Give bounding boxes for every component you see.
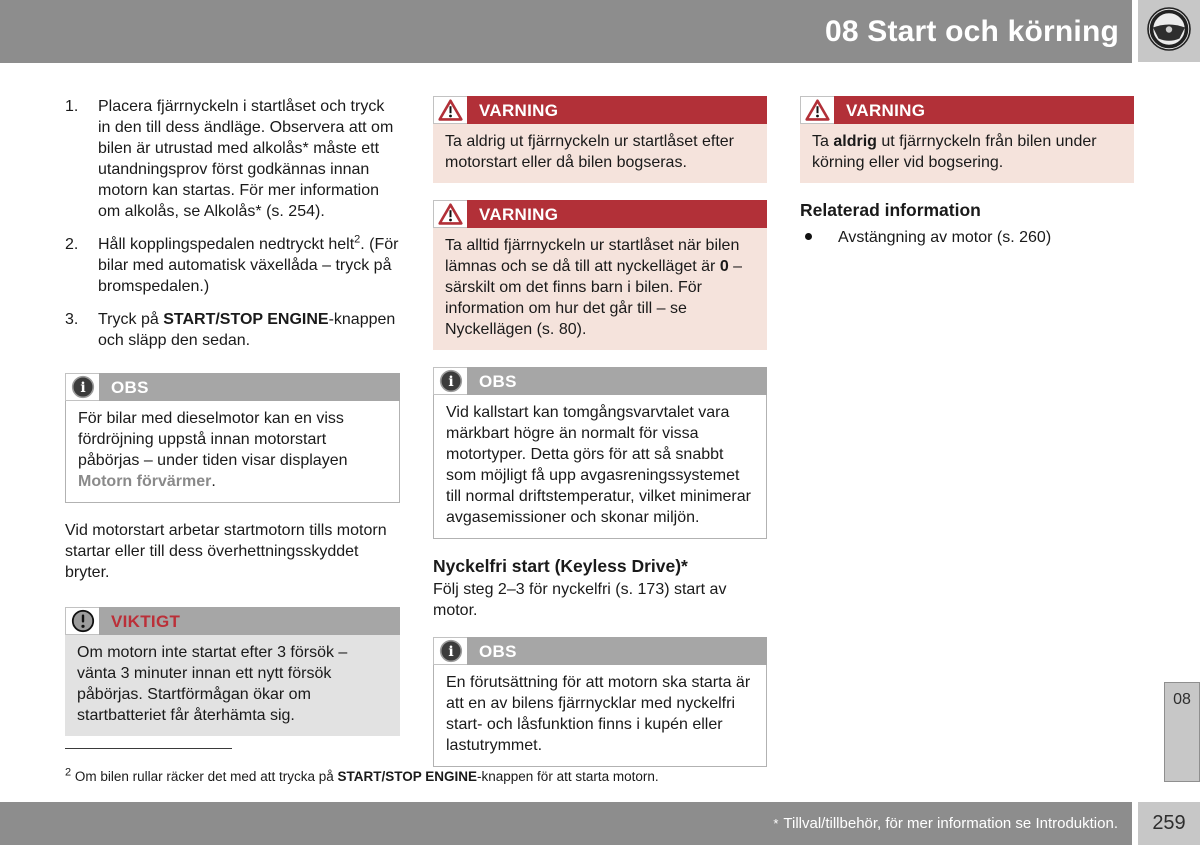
info-circle-icon [433, 367, 467, 395]
display-message-text: Motorn förvärmer [78, 473, 212, 490]
obs-box-body: En förutsättning för att motorn ska starta är att en av bilens fjärrnycklar med nyckelfri start- och låsfunktion finns i kupén eller lastutrymmet. [433, 665, 767, 767]
body-paragraph: Vid motorstart arbetar startmotorn tills motorn startar eller till dess överhettningsskyddet bryter. [65, 522, 387, 581]
section-heading-related-info: Relaterad information [800, 200, 981, 220]
body-paragraph: Följ steg 2–3 för nyckelfri (s. 173) start av motor. [433, 581, 727, 619]
viktigt-box-body: Om motorn inte startat efter 3 försök – vänta 3 minuter innan ett nytt försök påbörjas. Startförmågan ökar om startbatteriet får återhämta sig. [65, 635, 400, 736]
warning-box-title: VARNING [834, 96, 1134, 124]
obs-box-body: För bilar med dieselmotor kan en viss fördröjning uppstå innan motorstart påbörjas – under tiden visar displayen Motorn förvärmer. [65, 401, 400, 503]
steering-wheel-icon [1146, 6, 1192, 57]
warning-box-title: VARNING [467, 200, 767, 228]
step-number: 3. [65, 311, 79, 328]
step-text: Håll kopplingspedalen nedtryckt helt$^2$. (För bilar med automatisk växellåda – tryck på bromspedalen.) [98, 233, 399, 295]
emphasis-text: aldrig [833, 133, 877, 150]
viktigt-important-box [65, 607, 400, 736]
warning-box-header [800, 96, 1134, 124]
column-right [800, 96, 1134, 248]
chapter-tab-number: 08 [1173, 691, 1191, 708]
obs-box-body: Vid kallstart kan tomgångsvarvtalet vara märkbart högre än normalt för vissa motortyper. Detta görs för att så snabbt som möjligt få upp avgasreningssystemet till normal driftstemperatur, vilket minimerar avgasemissioner och skonar miljön. [433, 395, 767, 539]
warning-box [433, 96, 767, 183]
key-position-emphasis: 0 [719, 258, 729, 275]
obs-box-title: OBS [467, 637, 767, 665]
footnote-divider [65, 748, 232, 749]
step-number: 1. [65, 98, 79, 115]
footnote-text: $^2$ Om bilen rullar räcker det med att trycka på START/STOP ENGINE-knappen för att starta motorn. [65, 766, 659, 784]
svg-text:i: i [447, 644, 454, 660]
obs-box-title: OBS [99, 373, 400, 401]
obs-box-header [433, 367, 767, 395]
obs-note-box [433, 637, 767, 767]
svg-text:i: i [79, 380, 86, 396]
warning-box [433, 200, 767, 350]
warning-box-body: Ta aldrig ut fjärrnyckeln från bilen under körning eller vid bogsering. [800, 124, 1134, 183]
page-number: 259 [1138, 802, 1200, 845]
section-heading-keyless-start: Nyckelfri start (Keyless Drive)* [433, 556, 688, 576]
footer-note: Tillval/tillbehör, för mer information se Introduktion. [783, 815, 1118, 832]
footnote-marker: 2 [65, 766, 72, 778]
obs-box-header [65, 373, 400, 401]
warning-box-header [433, 200, 767, 228]
button-name-emphasis: START/STOP ENGINE [163, 311, 329, 328]
step-number: 2. [65, 236, 79, 253]
warning-triangle-icon [433, 96, 467, 124]
chapter-header-bar [0, 0, 1132, 63]
chapter-tab [1164, 682, 1200, 782]
exclamation-circle-icon [65, 607, 99, 635]
warning-triangle-icon [433, 200, 467, 228]
warning-box-body: Ta alltid fjärrnyckeln ur startlåset när bilen lämnas och se då till att nyckelläget är 0 – särskilt om det finns barn i bilen. För information om hur det går till – se Nyckellägen (s. 80). [433, 228, 767, 350]
footnote-marker: 2 [354, 233, 361, 246]
column-middle [433, 96, 767, 784]
obs-box-header [433, 637, 767, 665]
info-circle-icon [433, 637, 467, 665]
step-text: Placera fjärrnyckeln i startlåset och tryck in den till dess ändläge. Observera att om bilen är utrustad med alkolås* måste ett utandningsprov först godkännas innan motorn kan startas. För mer information om alkolås, se Alkolås* (s. 254). [98, 98, 394, 220]
related-info-item [800, 227, 1134, 248]
numbered-step [65, 309, 400, 351]
footer-bar: * Tillval/tillbehör, för mer information se Introduktion. [0, 802, 1132, 845]
numbered-step [65, 96, 400, 222]
related-link-text: Avstängning av motor (s. 260) [838, 229, 1052, 246]
svg-text:i: i [447, 374, 454, 390]
warning-box [800, 96, 1134, 183]
bullet-dot [805, 233, 812, 240]
chapter-icon-box [1138, 0, 1200, 62]
chapter-title: 08 Start och körning [824, 14, 1119, 48]
warning-triangle-icon [800, 96, 834, 124]
warning-box-body: Ta aldrig ut fjärrnyckeln ur startlåset efter motorstart eller då bilen bogseras. [433, 124, 767, 183]
viktigt-box-header [65, 607, 400, 635]
step-text: Tryck på START/STOP ENGINE-knappen och släpp den sedan. [98, 311, 396, 349]
info-circle-icon [65, 373, 99, 401]
numbered-step [65, 234, 400, 297]
obs-note-box [65, 373, 400, 503]
warning-box-header [433, 96, 767, 124]
column-left [65, 96, 400, 753]
viktigt-box-title: VIKTIGT [99, 607, 400, 635]
obs-note-box [433, 367, 767, 539]
button-name-emphasis: START/STOP ENGINE [337, 768, 478, 784]
obs-box-title: OBS [467, 367, 767, 395]
warning-box-title: VARNING [467, 96, 767, 124]
